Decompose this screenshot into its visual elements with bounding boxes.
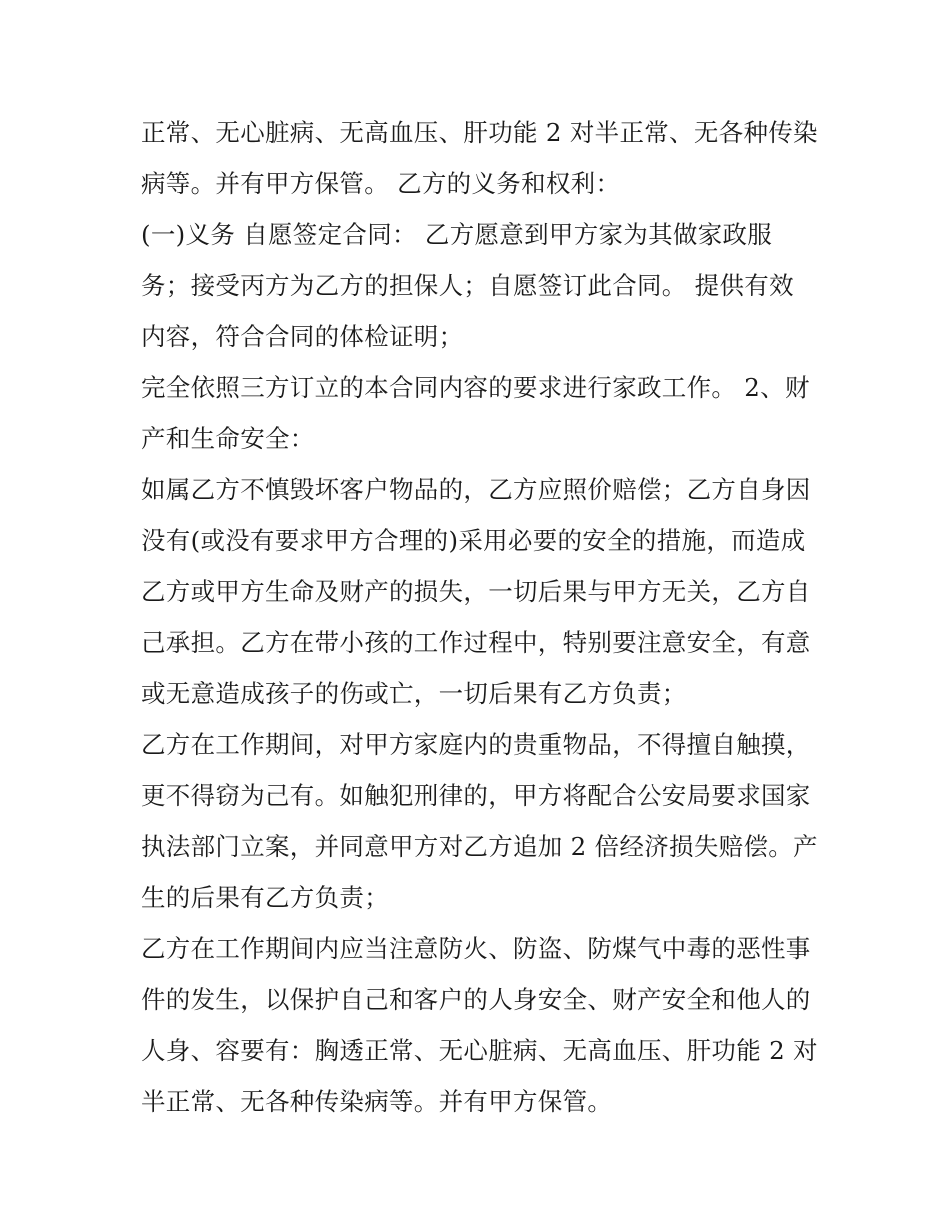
text-line: 乙方或甲方生命及财产的损失，一切后果与甲方无关，乙方自 <box>141 577 811 606</box>
text-line: 生的后果有乙方负责； <box>141 883 389 912</box>
text-line: 如属乙方不慎毁坏客户物品的，乙方应照价赔偿；乙方自身因 <box>141 475 811 504</box>
text-line: 乙方在工作期间内应当注意防火、防盗、防煤气中毒的恶性事 <box>141 934 811 963</box>
text-line: 产和生命安全： <box>141 424 315 453</box>
text-line: 己承担。乙方在带小孩的工作过程中，特别要注意安全，有意 <box>141 628 811 657</box>
text-line: 乙方在工作期间，对甲方家庭内的贵重物品，不得擅自触摸， <box>141 730 811 759</box>
text-line: 执法部门立案，并同意甲方对乙方追加 2 倍经济损失赔偿。产 <box>141 832 818 861</box>
text-line: 件的发生，以保护自己和客户的人身安全、财产安全和他人的 <box>141 985 811 1014</box>
text-line: 病等。并有甲方保管。 乙方的义务和权利： <box>141 169 621 198</box>
text-line: 没有(或没有要求甲方合理的)采用必要的安全的措施，而造成 <box>141 526 806 555</box>
document-body <box>141 107 831 1127</box>
text-line: 务；接受丙方为乙方的担保人；自愿签订此合同。 提供有效 <box>141 271 794 300</box>
text-line: (一)义务 自愿签定合同： 乙方愿意到甲方家为其做家政服 <box>141 220 773 249</box>
text-line: 或无意造成孩子的伤或亡，一切后果有乙方负责； <box>141 679 687 708</box>
text-line: 完全依照三方订立的本合同内容的要求进行家政工作。 2、财 <box>141 373 810 402</box>
text-line: 正常、无心脏病、无高血压、肝功能 2 对半正常、无各种传染 <box>141 118 818 147</box>
text-line: 更不得窃为己有。如触犯刑律的，甲方将配合公安局要求国家 <box>141 781 811 810</box>
text-line: 内容，符合合同的体检证明； <box>141 322 464 351</box>
text-line: 半正常、无各种传染病等。并有甲方保管。 <box>141 1087 613 1116</box>
text-line: 人身、容要有：胸透正常、无心脏病、无高血压、肝功能 2 对 <box>141 1036 818 1065</box>
